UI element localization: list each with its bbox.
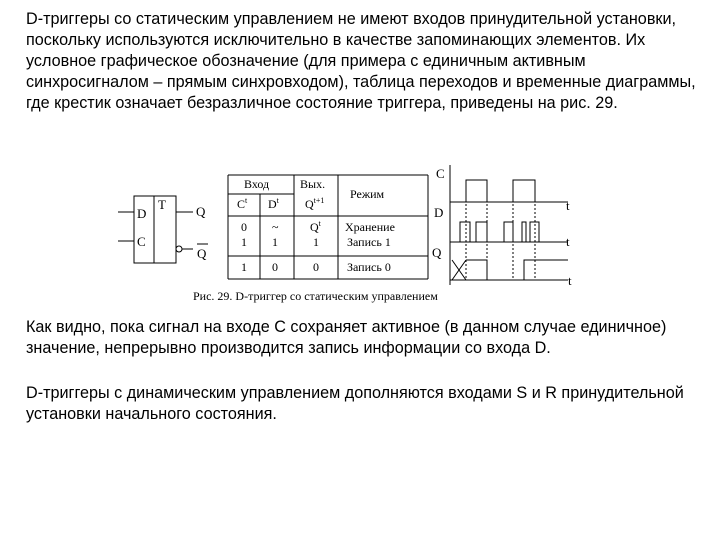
timing-c-label: C bbox=[436, 166, 445, 181]
timing-t1-label: t bbox=[566, 198, 570, 213]
paragraph-dynamic: D-триггеры с динамическим управлением дополняются входами S и R принудительной установки начального состояния. bbox=[26, 384, 684, 423]
table-row-2-c: 1 bbox=[241, 235, 247, 249]
table-row-3-q: 0 bbox=[313, 260, 319, 274]
header-input: Вход bbox=[244, 177, 270, 191]
table-row-3-d: 0 bbox=[272, 260, 278, 274]
table-row-1-mode: Хранение bbox=[345, 220, 395, 234]
figure-caption: Рис. 29. D-триггер со статическим управлением bbox=[193, 289, 438, 303]
table-row-1-q: $Q^t$ bbox=[310, 219, 321, 234]
symbol-c-label: C bbox=[137, 234, 146, 249]
paragraph-explanation: Как видно, пока сигнал на входе С сохраняет активное (в данном случае единичное) значение, непрерывно производится запись информации со входа D. bbox=[26, 318, 667, 357]
table-row-1-d: ~ bbox=[272, 220, 279, 234]
header-mode: Режим bbox=[350, 187, 385, 201]
table-row-3-mode: Запись 0 bbox=[347, 260, 391, 274]
col-q-header: $Q^{t+1}$ bbox=[305, 196, 325, 211]
timing-d-label: D bbox=[434, 205, 444, 220]
col-c-header: $C^t$ bbox=[237, 196, 248, 211]
timing-t3-label: t bbox=[568, 273, 572, 288]
symbol-qbar-label: Q bbox=[197, 246, 207, 261]
symbol-d-label: D bbox=[137, 206, 147, 221]
symbol-q-label: Q bbox=[196, 204, 206, 219]
table-row-3-c: 1 bbox=[241, 260, 247, 274]
symbol-type-label: T bbox=[158, 197, 166, 212]
timing-q-label: Q bbox=[432, 245, 442, 260]
timing-t2-label: t bbox=[566, 234, 570, 249]
table-row-2-q: 1 bbox=[313, 235, 319, 249]
col-d-header: $D^t$ bbox=[268, 196, 279, 211]
header-output: Вых. bbox=[300, 177, 326, 191]
table-row-2-d: 1 bbox=[272, 235, 278, 249]
paragraph-intro: D-триггеры со статическим управлением не имеют входов принудительной установки, поскольку используются исключительно в качестве запоминающих элементов. Их условное графическое обозначение (для примера с единичным активным синхросигналом – прямым синхровходом), таблица переходов и временные диаграммы, где крестик означает безразличное состояние триггера, приведены на рис. 29. bbox=[26, 10, 696, 112]
table-row-2-mode: Запись 1 bbox=[347, 235, 391, 249]
table-row-1-c: 0 bbox=[241, 220, 247, 234]
timing-diagram bbox=[450, 165, 568, 285]
